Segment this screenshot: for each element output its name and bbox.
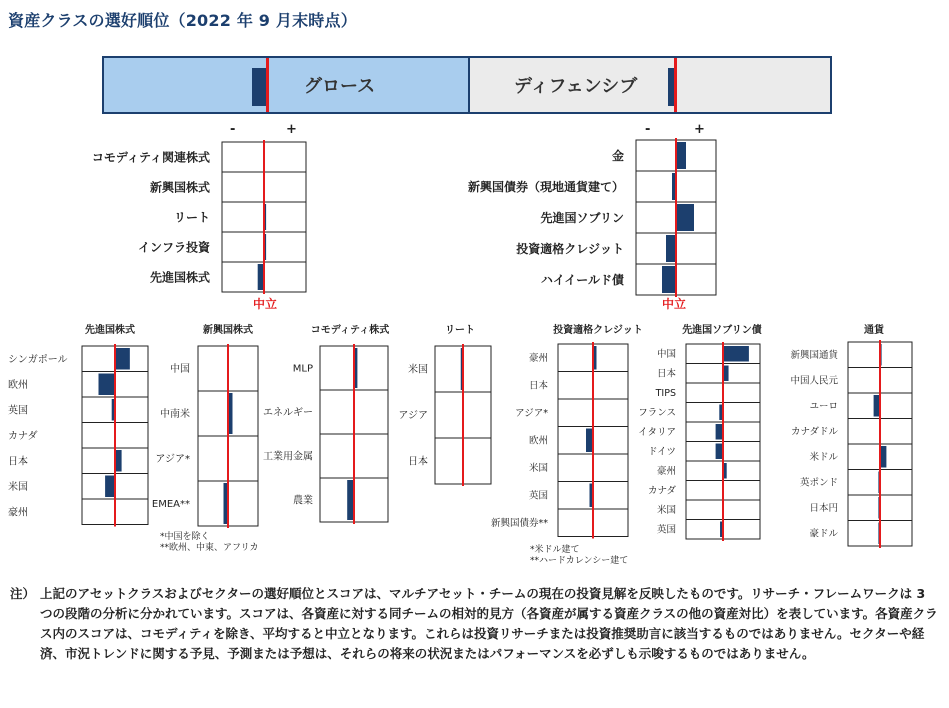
- dm-equities-category-label-0: シンガポール: [8, 354, 68, 366]
- dm-sovereign-category-label-2: TIPS: [655, 388, 676, 400]
- defensive-assets-bar-4: [662, 266, 676, 293]
- currencies-category-label-0: 新興国通貨: [790, 350, 838, 362]
- ig-credit-category-label-6: 新興国債券**: [490, 518, 548, 530]
- dm-equities-title: 先進国株式: [85, 325, 135, 336]
- currencies-category-label-1: 中国人民元: [790, 375, 838, 387]
- dm-equities-category-label-4: 日本: [8, 456, 28, 468]
- commodity-equities-category-label-0: MLP: [292, 363, 313, 375]
- credit-footnote-2: **ハードカレンシー建て: [530, 556, 629, 566]
- reits-title: リート: [445, 325, 475, 336]
- em-footnotes: [160, 532, 259, 554]
- defensive-assets-category-label-0: 金: [611, 148, 624, 163]
- dm-equities-category-label-6: 豪州: [8, 507, 28, 519]
- currencies-category-label-7: 豪ドル: [809, 528, 838, 540]
- dm-equities-bar-1: [99, 374, 116, 396]
- dm-sovereign-category-label-5: ドイツ: [647, 446, 676, 458]
- commodity-equities-title: コモディティ株式: [310, 325, 390, 336]
- growth-neutral-label: 中立: [253, 297, 278, 311]
- growth-assets-category-label-1: 新興国株式: [149, 180, 210, 195]
- note-body: 上記のアセットクラスおよびセクターの選好順位とスコアは、マルチアセット・チームの現在の投資見解を反映したものです。リサーチ・フレームワークは 3 つの段階の分析に分かれています。スコアは、各資産に対する同チームの相対的見方（各資産が属する資産クラスの他の資産対比）を表しています。各資産クラス内のスコアは、コモディティを除き、平均すると中立となります。これらは投資リサーチまたは投資推奨助言に該当するものではありません。セクターや経済、市況トレンドに関する予見、予測または予想は、それらの将来の状況またはパフォーマンスを必ずしも示唆するものではありません。: [40, 586, 938, 661]
- reits-category-label-1: アジア: [398, 410, 428, 422]
- em-equities-category-label-0: 中国: [170, 364, 190, 376]
- ig-credit-category-label-3: 欧州: [528, 435, 548, 447]
- dm-equities-category-label-3: カナダ: [8, 430, 38, 442]
- defensive-assets-bar-3: [666, 235, 676, 262]
- defensive-label: ディフェンシブ: [514, 76, 638, 97]
- currencies-category-label-2: ユーロ: [809, 401, 838, 413]
- ig-credit-title: 投資適格クレジット: [553, 325, 643, 336]
- em-equities-category-label-1: 中南米: [160, 409, 190, 421]
- ig-credit-category-label-5: 英国: [528, 490, 548, 502]
- defensive-plus-label: +: [694, 122, 705, 137]
- em-equities-category-label-3: EMEA**: [151, 499, 190, 511]
- dm-sovereign-category-label-6: 豪州: [656, 466, 676, 478]
- growth-assets-category-label-0: コモディティ関連株式: [91, 150, 210, 165]
- growth-plus-label: +: [286, 122, 297, 137]
- em-equities-category-label-2: アジア*: [155, 454, 190, 466]
- dm-sovereign-category-label-7: カナダ: [647, 485, 676, 497]
- dm-sovereign-bar-5: [716, 444, 723, 460]
- reits-category-label-2: 日本: [408, 456, 428, 468]
- dm-sovereign-bar-4: [716, 424, 723, 440]
- defensive-assets-category-label-1: 新興国債券（現地通貨建て）: [467, 179, 624, 194]
- growth-assets-category-label-3: インフラ投資: [137, 240, 210, 255]
- ig-credit-category-label-4: 米国: [528, 463, 548, 475]
- dm-sovereign-category-label-3: フランス: [638, 407, 676, 419]
- ig-credit-category-label-2: アジア*: [515, 408, 548, 420]
- dm-sovereign-bar-0: [723, 346, 749, 362]
- dm-equities-category-label-2: 英国: [8, 405, 28, 417]
- commodity-equities-category-label-3: 農業: [293, 495, 313, 507]
- currencies-category-label-3: カナダドル: [790, 426, 838, 438]
- growth-label: グロース: [304, 76, 376, 97]
- dm-sovereign-title: 先進国ソブリン債: [682, 325, 762, 336]
- dm-sovereign-category-label-4: イタリア: [637, 427, 676, 439]
- em-equities-title: 新興国株式: [203, 325, 253, 336]
- commodity-equities-category-label-1: エネルギー: [263, 407, 313, 419]
- note-lead: 注）: [10, 586, 36, 601]
- ig-credit-bar-3: [586, 429, 593, 453]
- currencies-category-label-4: 米ドル: [809, 452, 838, 464]
- defensive-assets-category-label-4: ハイイールド債: [540, 272, 624, 287]
- currencies-category-label-5: 英ポンド: [799, 477, 838, 489]
- dm-equities-bar-0: [115, 348, 130, 370]
- defensive-assets-category-label-2: 先進国ソブリン: [540, 210, 624, 225]
- ig-credit-category-label-1: 日本: [528, 380, 548, 392]
- dm-equities-category-label-1: 欧州: [8, 379, 28, 391]
- reits-category-label-0: 米国: [408, 364, 428, 376]
- dm-sovereign-category-label-0: 中国: [656, 349, 676, 361]
- currencies-title: 通貨: [864, 325, 884, 336]
- page-title: 資産クラスの選好順位（2022 年 9 月末時点）: [8, 11, 357, 30]
- dm-sovereign-category-label-1: 日本: [656, 368, 676, 380]
- commodity-equities-bar-3: [347, 480, 354, 520]
- em-footnote-1: *中国を除く: [160, 532, 210, 542]
- commodity-equities-category-label-2: 工業用金属: [263, 451, 313, 463]
- growth-assets-category-label-4: 先進国株式: [149, 270, 210, 285]
- credit-footnotes: [530, 545, 628, 567]
- defensive-minus-label: -: [645, 122, 651, 137]
- currencies-category-label-6: 日本円: [809, 503, 838, 515]
- defensive-assets-bar-0: [676, 142, 686, 169]
- ig-credit-category-label-0: 豪州: [528, 353, 548, 365]
- defensive-neutral-label: 中立: [662, 297, 687, 311]
- em-footnote-2: **欧州、中東、アフリカ: [160, 543, 259, 553]
- dm-sovereign-category-label-8: 米国: [656, 505, 676, 517]
- dm-equities-category-label-5: 米国: [8, 481, 28, 493]
- dm-equities-bar-5: [105, 476, 115, 498]
- growth-assets-category-label-2: リート: [173, 210, 210, 225]
- credit-footnote-1: *米ドル建て: [530, 545, 580, 555]
- defensive-assets-bar-2: [676, 204, 694, 231]
- growth-minus-label: -: [230, 122, 236, 137]
- dm-sovereign-category-label-9: 英国: [656, 524, 676, 536]
- defensive-assets-category-label-3: 投資適格クレジット: [516, 241, 624, 256]
